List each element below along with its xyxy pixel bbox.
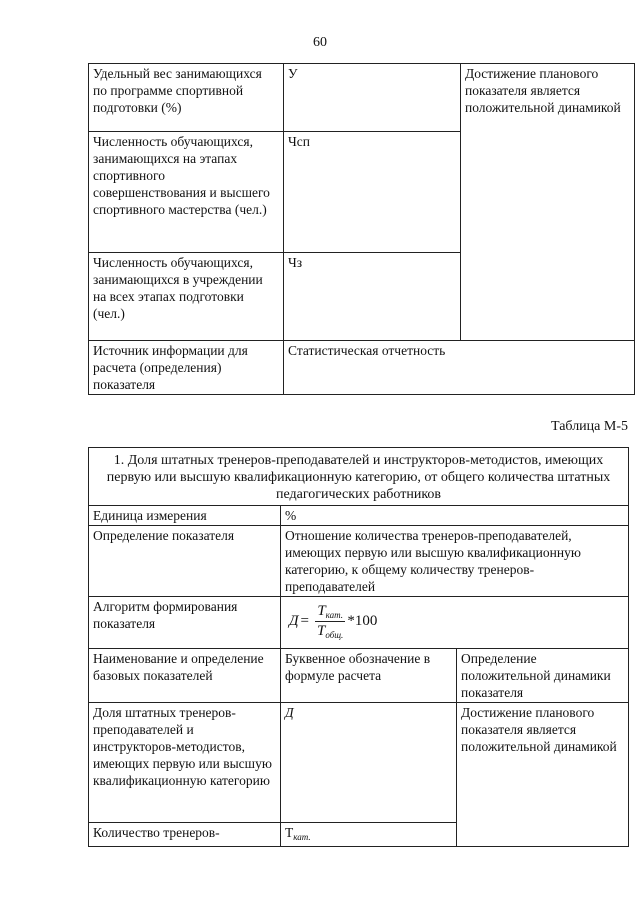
indicator-symbol: Чз (284, 253, 461, 341)
indicator-name: Количество тренеров- (89, 823, 281, 847)
table-label: Таблица М-5 (551, 419, 628, 434)
formula-multiplier: *100 (347, 613, 378, 629)
table-row (89, 506, 629, 526)
indicator-name: Численность обучающихся, занимающихся в учреждении на всех этапах подготовки (чел.) (89, 253, 284, 341)
numerator-symbol: T (317, 603, 326, 619)
table-row (89, 526, 629, 597)
formula-equals: = (300, 613, 310, 629)
indicator-symbol: Т (285, 825, 294, 840)
indicator-name: Доля штатных тренеров-преподавателей и инструкторов-методистов, имеющих первую или высшую квалификационную категорию (89, 703, 281, 823)
unit-label: Единица измерения (89, 506, 281, 526)
indicator-table-m5 (88, 447, 629, 847)
algorithm-label: Алгоритм формирования показателя (89, 597, 281, 649)
positive-dynamics: Достижение планового показателя является положительной динамикой (457, 703, 629, 847)
page-number: 60 (313, 35, 327, 50)
table-row (89, 448, 629, 506)
indicator-table-continued (88, 63, 635, 395)
formula-denominator (315, 622, 345, 641)
formula-fraction (315, 602, 345, 641)
unit-value: % (281, 506, 629, 526)
indicator-symbol-subscript: кат. (293, 832, 311, 842)
source-value: Статистическая отчетность (284, 341, 635, 395)
table-row (89, 597, 629, 649)
header-name: Наименование и определение базовых показателей (89, 649, 281, 703)
denominator-symbol: T (317, 623, 326, 639)
table-row (89, 703, 629, 823)
indicator-title: 1. Доля штатных тренеров-преподавателей и инструкторов-методистов, имеющих первую или высшую квалификационную категорию, от общего количества штатных педагогических работников (89, 448, 629, 506)
formula (289, 602, 377, 641)
indicator-name: Удельный вес занимающихся по программе спортивной подготовки (%) (89, 64, 284, 132)
indicator-name: Численность обучающихся, занимающихся на этапах спортивного совершенствования и высшего спортивного мастерства (чел.) (89, 132, 284, 253)
definition-label: Определение показателя (89, 526, 281, 597)
indicator-symbol: Д (281, 703, 457, 823)
indicator-symbol-cell (281, 823, 457, 847)
numerator-subscript: кат. (325, 610, 344, 620)
table-row (89, 64, 635, 132)
formula-cell (281, 597, 629, 649)
header-symbol: Буквенное обозначение в формуле расчета (281, 649, 457, 703)
formula-numerator (315, 602, 345, 622)
definition-value: Отношение количества тренеров-преподавателей, имеющих первую или высшую квалификационную категорию, к общему количеству тренеров-преподавателей (281, 526, 629, 597)
table-row (89, 341, 635, 395)
source-label: Источник информации для расчета (определения) показателя (89, 341, 284, 395)
indicator-symbol: У (284, 64, 461, 132)
positive-dynamics: Достижение планового показателя является положительной динамикой (461, 64, 635, 341)
indicator-symbol: Чсп (284, 132, 461, 253)
header-dynamics: Определение положительной динамики показателя (457, 649, 629, 703)
table-row (89, 649, 629, 703)
formula-lhs: Д (289, 613, 299, 629)
denominator-subscript: общ. (325, 630, 344, 640)
